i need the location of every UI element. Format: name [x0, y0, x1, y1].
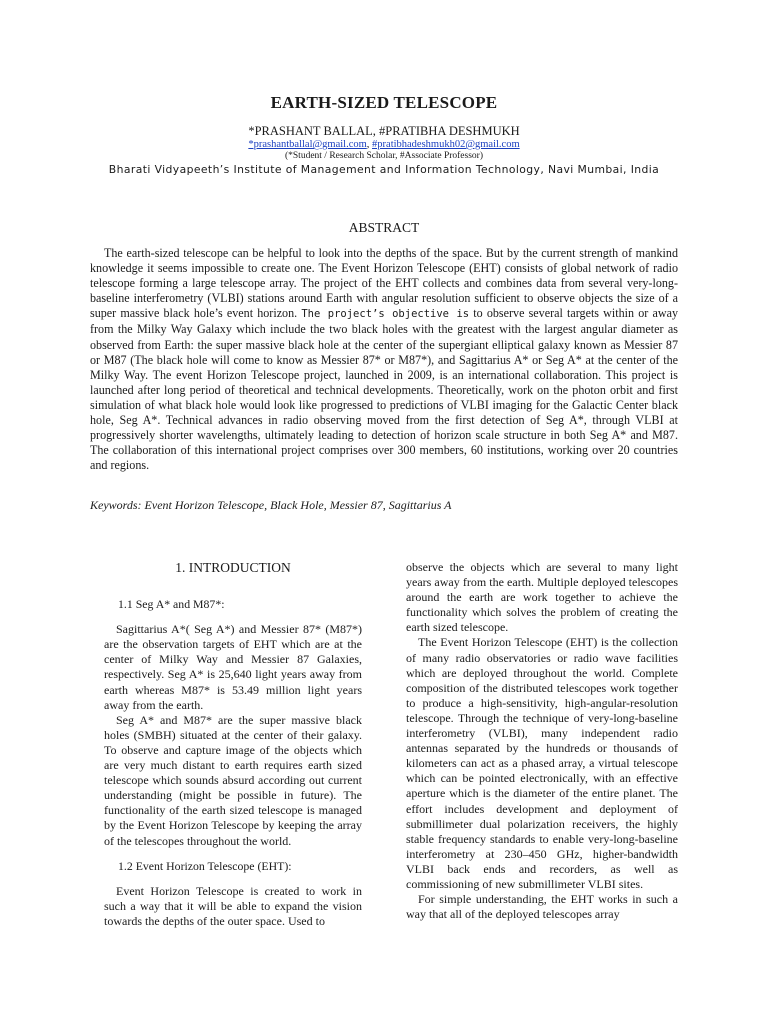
email-separator: ,: [366, 139, 373, 150]
email-link-2[interactable]: #pratibhadeshmukh02@gmail.com: [372, 139, 520, 150]
subsection-1-1-para-1: Sagittarius A*( Seg A*) and Messier 87* (M87*) are the observation targets of EHT which are at the center of Milky Way and Messier 87 Galaxies, respectively. Seg A* is 25,640 light years away from earth whereas M87* is 53.49 million light years away from the earth.: [104, 622, 362, 712]
right-column: [406, 560, 678, 922]
email-link-1[interactable]: *prashantballal@gmail.com: [248, 139, 367, 150]
author-emails: [0, 139, 768, 150]
abstract-text-part2: to observe several targets within or away from the Milky Way Galaxy which include the two black holes with the greatest with the largest angular diameter as observed from Earth: the super massive black hole at the center of the supergiant elliptical galaxy known as Messier 87 or M87 (The black hole will come to know as Messier 87* or M87*), and Sagittarius A* or Seg A* at the center of the Milky Way. The event Horizon Telescope project, launched in 2009, is an international collaboration. This project is launched after long period of theoretical and technical developments. Theoretically, work on the photon orbit and first simulation of what black hole would look like progressed to predictions of VLBI imaging for the Galactic Center black hole, Seg A*. Technical advances in radio observing moved from the first detection of Seg A*, through VLBI at progressively shorter wavelengths, ultimately leading to detection of horizon scale structure in both Seg A* and M87. The collaboration of this international project comprises over 300 members, 60 institutions, working over 20 countries and regions.: [90, 306, 678, 473]
subsection-1-1-para-2: Seg A* and M87* are the super massive black holes (SMBH) situated at the center of their galaxy. To observe and capture image of the objects which are very much distant to earth requires earth sized telescope which sounds absurd according out current understanding (might be possible in future). The functionality of the earth sized telescope is managed by the Event Horizon Telescope by keeping the array of the telescopes throughout the world.: [104, 712, 362, 848]
right-para-2: The Event Horizon Telescope (EHT) is the collection of many radio observatories or radio wave facilities which are deployed throughout the world. Complete composition of the distributed telescopes work together to produce a high-sensitivity, high-angular-resolution telescope. Through the technique of very-long-baseline interferometry (VLBI), many independent radio antennas separated by the hundreds or thousands of kilometers can act as a phased array, a virtual telescope which can be pointed electronically, with an effective aperture which is the diameter of the entire planet. The effort includes development and deployment of submillimeter dual polarization receivers, the highly stable frequency standards to enable very-long-baseline interferometry at 230–450 GHz, higher-bandwidth VLBI back ends and recorders, as well as commissioning of new submillimeter VLBI sites.: [406, 635, 678, 891]
left-column: [104, 560, 362, 929]
introduction-heading: 1. INTRODUCTION: [175, 560, 291, 575]
author-roles: (*Student / Research Scholar, #Associate Professor): [284, 151, 483, 161]
authors-line: *PRASHANT BALLAL, #PRATIBHA DESHMUKH: [248, 124, 520, 138]
subsection-1-1-heading: 1.1 Seg A* and M87*:: [118, 597, 225, 612]
abstract-body: [90, 246, 678, 473]
institution-line: Bharati Vidyapeeth’s Institute of Management and Information Technology, Navi Mumbai, India: [108, 163, 660, 176]
abstract-text-mono: The project’s objective is: [301, 308, 470, 321]
abstract-heading: ABSTRACT: [348, 220, 420, 235]
keywords-line: Keywords: Event Horizon Telescope, Black Hole, Messier 87, Sagittarius A: [90, 498, 452, 512]
right-para-1: observe the objects which are several to many light years away from the earth. Multiple deployed telescopes around the earth are work together to achieve the functionality which solves the problem of creating the earth sized telescope.: [406, 560, 678, 635]
abstract-text-part1: The earth-sized telescope can be helpful to look into the depths of the space. But by the current strength of mankind knowledge it seems impossible to create one. The Event Horizon Telescope (EHT) consists of global network of radio telescope forming a large telescope array. The project of the EHT collects and combines data from several very-long-baseline interferometry (VLBI) stations around Earth with angular resolution sufficient to observe objects the size of a super massive black hole’s event horizon.: [90, 246, 678, 321]
paper-title: EARTH-SIZED TELESCOPE: [270, 93, 498, 112]
right-para-3: For simple understanding, the EHT works in such a way that all of the deployed telescopes array: [406, 892, 678, 922]
subsection-1-2-heading: 1.2 Event Horizon Telescope (EHT):: [118, 858, 292, 873]
subsection-1-2-para-1: Event Horizon Telescope is created to work in such a way that it will be able to expand the vision towards the depths of the outer space. Used to: [104, 883, 362, 928]
